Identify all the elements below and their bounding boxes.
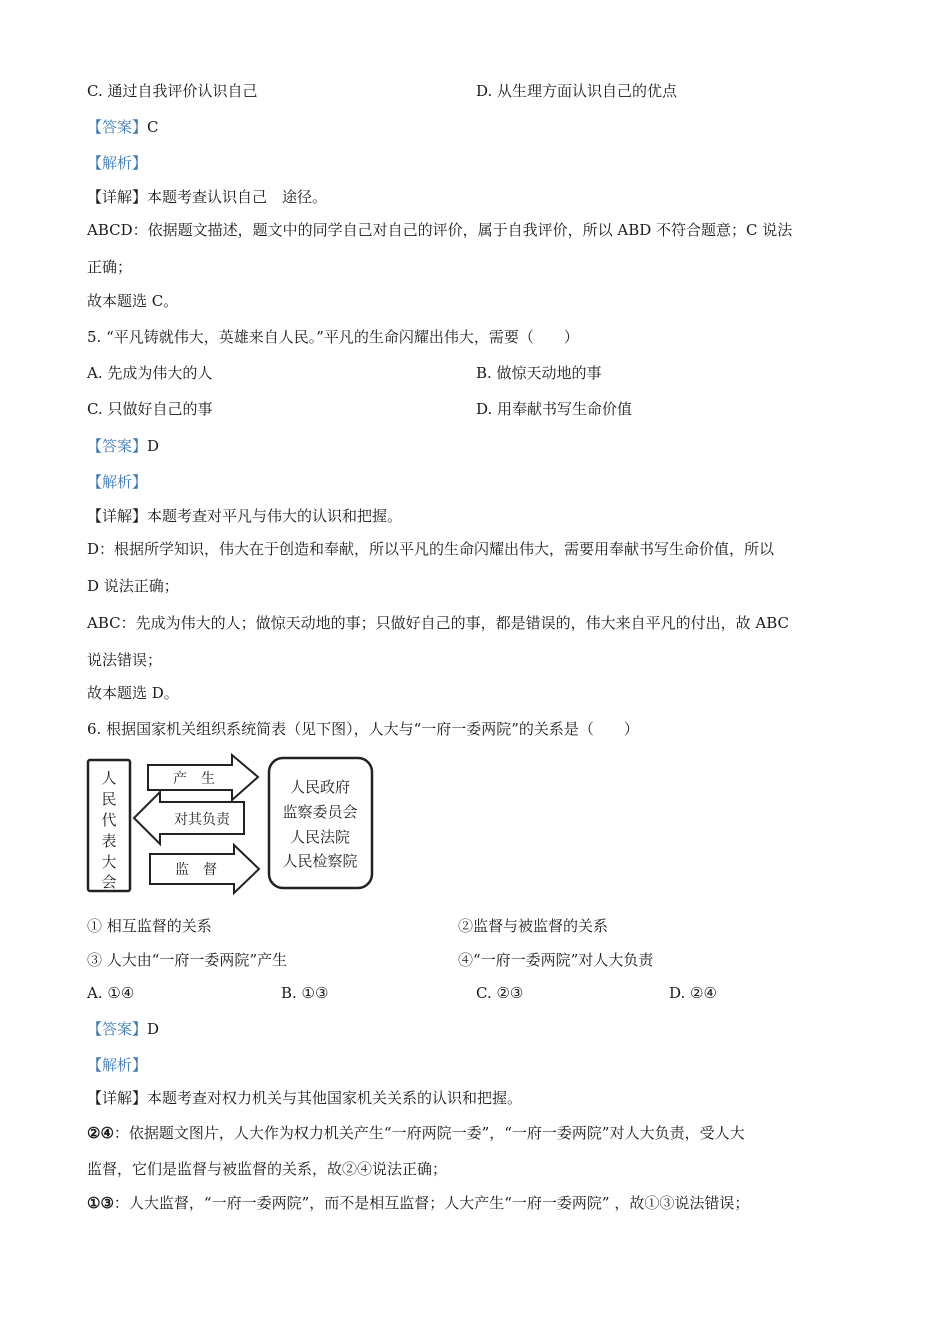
- q5-option-a: A. 先成为伟大的人: [87, 364, 213, 382]
- q6-item-4: ④“一府一委两院”对人大负责: [458, 951, 654, 969]
- q5-explain-line-3: ABC：先成为伟大的人；做惊天动地的事；只做好自己的事，都是错误的，伟大来自平凡的付出，故 ABC: [87, 614, 789, 632]
- answer-tag: 【答案】: [87, 437, 148, 455]
- q4-detail: [87, 187, 327, 207]
- organ-procuratorate: 人民检察院: [282, 852, 358, 870]
- detail-text: 本题考查认识自己 途径。: [147, 188, 328, 206]
- answer-value: D: [147, 1020, 160, 1038]
- explain-label: ①③: [87, 1194, 114, 1212]
- q5-stem: 5. “平凡铸就伟大，英雄来自人民。”平凡的生命闪耀出伟大，需要（ ）: [87, 328, 579, 346]
- detail-tag: 【详解】: [87, 188, 148, 206]
- organ-system-diagram: [84, 752, 384, 897]
- npc-char: 大: [101, 853, 117, 871]
- answer-tag: 【答案】: [87, 1020, 148, 1038]
- q4-explain-line-2: 正确；: [87, 258, 133, 276]
- q4-analysis-tag: 【解析】: [87, 154, 148, 172]
- q6-item-2: ②监督与被监督的关系: [458, 917, 609, 935]
- explain-text: ：人大监督，“一府一委两院”，而不是相互监督；人大产生“一府一委两院” ，故①③说法错误；: [113, 1194, 750, 1212]
- npc-char: 会: [101, 873, 117, 891]
- detail-tag: 【详解】: [87, 507, 148, 525]
- detail-text: 本题考查对平凡与伟大的认识和把握。: [147, 507, 403, 525]
- organ-supervisory-commission: 监察委员会: [282, 803, 358, 821]
- q6-option-d: D. ②④: [669, 984, 717, 1002]
- q5-explain-line-4: 说法错误；: [87, 651, 163, 669]
- npc-char: 民: [101, 790, 117, 808]
- q4-answer: [87, 117, 159, 137]
- npc-char: 人: [101, 769, 117, 787]
- q5-option-c: C. 只做好自己的事: [87, 400, 213, 418]
- arrow-label-supervise: 监 督: [175, 862, 217, 878]
- q6-item-3: ③ 人大由“一府一委两院”产生: [87, 951, 288, 969]
- q6-item-1: ① 相互监督的关系: [87, 917, 212, 935]
- q6-stem: 6. 根据国家机关组织系统简表（见下图），人大与“一府一委两院”的关系是（ ）: [87, 720, 639, 738]
- q6-option-c: C. ②③: [476, 984, 524, 1002]
- q5-option-b: B. 做惊天动地的事: [476, 364, 602, 382]
- organ-court: 人民法院: [289, 828, 351, 846]
- organ-government: 人民政府: [289, 778, 351, 796]
- q6-detail: [87, 1088, 522, 1108]
- detail-text: 本题考查对权力机关与其他国家机关关系的认识和把握。: [147, 1089, 523, 1107]
- q6-analysis-tag: 【解析】: [87, 1056, 148, 1074]
- q6-explain-line-2: 监督，它们是监督与被监督的关系，故②④说法正确；: [87, 1160, 448, 1178]
- q5-explain-line-2: D 说法正确；: [87, 577, 179, 595]
- q5-detail: [87, 506, 402, 526]
- arrow-label-produce: 产 生: [173, 771, 215, 787]
- q6-option-b: B. ①③: [281, 984, 329, 1002]
- detail-tag: 【详解】: [87, 1089, 148, 1107]
- explain-text: ：依据题文图片，人大作为权力机关产生“一府两院一委”，“一府一委两院”对人大负责，受人大: [113, 1124, 745, 1142]
- q5-explain-line-1: D：根据所学知识，伟大在于创造和奉献，所以平凡的生命闪耀出伟大，需要用奉献书写生命价值，所以: [87, 540, 775, 558]
- q4-option-c: C. 通过自我评价认识自己: [87, 82, 258, 100]
- q4-explain-line-1: ABCD：依据题文描述，题文中的同学自己对自己的评价，属于自我评价，所以 ABD 不符合题意；C 说法: [87, 221, 793, 239]
- q6-explain-line-1: [87, 1123, 745, 1143]
- answer-value: D: [147, 437, 160, 455]
- arrow-label-responsible: 对其负责: [174, 812, 230, 828]
- q5-answer: [87, 436, 159, 456]
- q5-analysis-tag: 【解析】: [87, 473, 148, 491]
- npc-char: 代: [101, 811, 117, 829]
- q5-conclusion: 故本题选 D。: [87, 684, 179, 702]
- explain-label: ②④: [87, 1124, 114, 1142]
- q6-option-a: A. ①④: [87, 984, 135, 1002]
- q4-option-d: D. 从生理方面认识自己的优点: [476, 82, 678, 100]
- npc-char: 表: [101, 832, 117, 850]
- q5-option-d: D. 用奉献书写生命价值: [476, 400, 633, 418]
- answer-value: C: [147, 118, 159, 136]
- answer-tag: 【答案】: [87, 118, 148, 136]
- q4-conclusion: 故本题选 C。: [87, 292, 179, 310]
- q6-explain-line-3: [87, 1193, 749, 1213]
- q6-answer: [87, 1019, 159, 1039]
